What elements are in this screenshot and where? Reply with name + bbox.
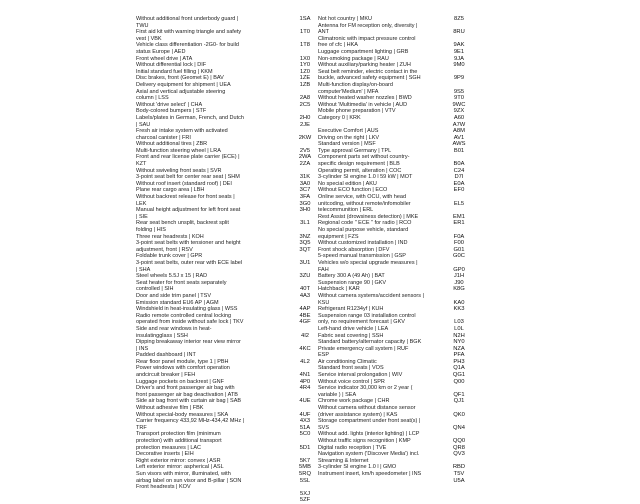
equipment-description-line: Regional code " ECE " for radio | RCO [318, 220, 412, 227]
option-code: 2KW [298, 134, 312, 141]
equipment-description-line: Dipping breakaway interior rear view mirror [136, 339, 241, 346]
equipment-description-line: status Europe | AED [136, 48, 186, 55]
equipment-description-line: 3-point seat belts with tensioner and height [136, 240, 241, 247]
option-code [294, 128, 316, 135]
equipment-description-line: Labels/plates in German, French, and Dutch [136, 114, 244, 121]
option-code [448, 431, 470, 438]
equipment-description-line: Without voice control | SPR [318, 378, 385, 385]
equipment-description-line: only, no requirement forecast | GKV [318, 319, 405, 326]
equipment-description-line: Side and rear windows in heat- [136, 325, 212, 332]
equipment-description-line: Battery 300 A (49 Ah) | BAT [318, 273, 385, 280]
option-code: 3ZU [299, 273, 311, 280]
equipment-description-line: TWU [136, 22, 149, 29]
option-code: 4X3 [299, 418, 311, 425]
equipment-description-line: Luggage pockets on backrest | GNF [136, 378, 224, 385]
option-code [294, 253, 316, 260]
option-code [294, 214, 316, 221]
equipment-description-line: Sun visors with mirror, illuminated, with [136, 470, 231, 477]
equipment-description-line: buckle, advanced safety equipment | SGH [318, 75, 421, 82]
option-code: 1T0 [300, 29, 310, 36]
option-code [294, 352, 316, 359]
option-code: 4L2 [300, 358, 310, 365]
equipment-description-line: Front shock absorption | DFV [318, 246, 390, 253]
equipment-description-line: | SHA [136, 266, 151, 273]
option-code: RBD [452, 464, 466, 471]
option-code: G0C [453, 253, 465, 260]
equipment-description-line: Side air bag front with curtain air bag | SAB [136, 398, 242, 405]
equipment-description-line: specific design requirement | BLB [318, 161, 400, 168]
equipment-description-line: Multi-function steering wheel | LRA [136, 147, 221, 154]
option-code: 4AP [299, 306, 311, 313]
option-code: 2A8 [299, 95, 311, 102]
option-code: ER1 [453, 220, 465, 227]
option-code: 4KC [299, 345, 311, 352]
option-code [294, 141, 316, 148]
option-code: 9P9 [453, 75, 465, 82]
option-code [294, 227, 316, 234]
option-code: 1ZB [299, 81, 311, 88]
option-code: QQ0 [452, 438, 466, 444]
equipment-description-line: Without additional tires | ZBR [136, 141, 208, 148]
option-code: PFA [453, 352, 465, 359]
equipment-description-line: Private emergency call system | RUF [318, 345, 409, 352]
option-code [448, 207, 470, 214]
equipment-description-line: Storage compartment under front seat(s) | [318, 418, 421, 425]
option-code: 1SA [299, 16, 311, 22]
option-code: 1T8 [300, 42, 310, 49]
option-code: 40T [300, 286, 310, 293]
equipment-description-line: vest | VBK [136, 35, 162, 42]
option-code: QJ1 [453, 398, 465, 405]
option-code [294, 23, 316, 30]
equipment-description-line: Without 'Multimedia' in vehicle | AUD [318, 101, 408, 108]
equipment-description-line: Foldable trunk cover | GPR [136, 253, 203, 260]
option-code: 4UF [299, 411, 311, 418]
option-code: 3C7 [299, 187, 311, 194]
option-code: 3FA [299, 194, 311, 201]
option-code: 4I2 [300, 332, 310, 339]
equipment-description-line: Without roof insert (standard roof) | DEI [136, 180, 232, 187]
option-code: J90 [454, 279, 464, 286]
option-code: 4GF [299, 319, 311, 326]
option-code: B0A [453, 161, 465, 168]
option-code: 1X0 [299, 55, 311, 62]
equipment-description-line: Navigation system ('Discover Media') incl. [318, 451, 420, 458]
equipment-description-line: Three rear headrests | KOH [136, 233, 204, 240]
option-code: KK3 [453, 306, 465, 313]
option-code [294, 36, 316, 43]
equipment-description-line: Without camera without distance sensor [318, 405, 416, 412]
equipment-description-line: Digital radio reception | TVE [318, 444, 387, 451]
equipment-description-line: Mobile phone preparation | VTV [318, 108, 396, 115]
equipment-description-line: insulatingglass | SSH [136, 332, 188, 339]
option-code: QN4 [453, 424, 465, 431]
option-code: 3Q5 [299, 240, 311, 247]
option-code: 2V5 [299, 147, 311, 154]
equipment-description-line: Without 'drive select' | CHA [136, 101, 203, 108]
option-code: 3QT [299, 246, 311, 253]
equipment-description-line: Instrument insert, km/h speedometer | INS [318, 470, 422, 477]
option-code [294, 89, 316, 96]
option-code: QF1 [453, 391, 465, 398]
option-code: 5C0 [299, 431, 311, 438]
equipment-description-line: Power windows with comfort operation [136, 365, 230, 372]
equipment-description-line: Online service, with OCU, with head [318, 194, 407, 201]
equipment-description-line: | INS [136, 345, 149, 352]
equipment-description-line: Seat heater for front seats separately [136, 279, 227, 286]
option-code: D7I [454, 174, 464, 181]
option-code: T5V [453, 470, 465, 477]
option-code [448, 36, 470, 43]
equipment-description-line: Without traffic signs recognition | KMP [318, 438, 411, 444]
option-code: 9S5 [453, 88, 465, 95]
option-code: F00 [454, 240, 464, 247]
equipment-description-line: | SAU [136, 121, 151, 128]
equipment-description-line: Without customized installation | IND [318, 240, 408, 247]
option-code: KA0 [453, 299, 465, 306]
option-code: 2WA [298, 154, 312, 161]
equipment-description-line: Operating permit, alteration | COC [318, 167, 402, 174]
equipment-description-line: Multi-function display/on-board [318, 81, 393, 88]
option-code [448, 154, 470, 161]
option-code: 4P0 [299, 378, 311, 385]
equipment-description-line: unitcoding, without remote/infomobiler [318, 200, 411, 207]
option-code: 9E1 [453, 48, 465, 55]
equipment-description-line: Left exterior mirror: aspherical | ASL [136, 464, 224, 471]
equipment-description-line: Antenna for FM reception only, diversity | [318, 22, 418, 29]
equipment-description-line: Rear floor panel module, type 1 | PBH [136, 358, 229, 365]
equipment-description-line: column | LSS [136, 95, 169, 102]
equipment-description-line: Transport protection film (minimum [136, 431, 221, 438]
option-code: C24 [453, 167, 465, 174]
option-code [448, 313, 470, 320]
equipment-description-line: Axial and vertical adjustable steering [136, 88, 226, 95]
option-code: A7W [452, 121, 466, 128]
equipment-description-line: Right exterior mirror: convex | ASR [136, 457, 221, 464]
option-code [294, 108, 316, 115]
equipment-description-line: andcircuit breaker | FEH [136, 372, 196, 379]
equipment-description-line: KSU [318, 299, 330, 306]
equipment-description-line: ANT [318, 29, 329, 36]
equipment-description-line: Luggage compartment lighting | GRB [318, 48, 409, 55]
right-code-column [448, 16, 470, 484]
option-code: EM1 [453, 213, 465, 220]
equipment-description-line: Standard battery/alternator capacity | BGK [318, 339, 422, 346]
option-code: 1ZE [299, 75, 311, 82]
option-code: 2JE [300, 121, 310, 128]
option-code: 4R4 [299, 385, 311, 392]
equipment-description-line: Category 0 | KRK [318, 114, 361, 121]
option-code: 3U1 [299, 259, 311, 266]
option-code: 4UE [299, 398, 311, 405]
option-code: 31K [299, 174, 311, 181]
option-code: 5SL [299, 477, 311, 484]
option-code: 9AK [453, 42, 465, 49]
equipment-description-line: Seat belt reminder, electric contact in the [318, 68, 418, 75]
equipment-description-line: Service indicator 30,000 km or 2 year ( [318, 385, 413, 392]
option-code: 8RU [453, 29, 465, 36]
equipment-description-line: Body-colored bumpers | STF [136, 108, 207, 115]
equipment-description-line: airbag label on sun visor and B-pillar | SON [136, 477, 242, 484]
equipment-description-line: Without differential lock | DIF [136, 62, 207, 69]
option-code: G01 [453, 246, 465, 253]
option-code: AWS [452, 141, 466, 148]
option-code [294, 438, 316, 445]
option-code [294, 326, 316, 333]
option-code: L03 [454, 319, 464, 326]
equipment-description-line: Driving on the right | LKV [318, 134, 380, 141]
equipment-description-line: Without heated washer nozzles | BWD [318, 95, 412, 102]
option-code: NZA [453, 345, 465, 352]
option-code: 4BE [299, 312, 311, 319]
option-code: 5MB [299, 464, 311, 471]
equipment-description-line: Windshield in heat-insulating glass | WSS [136, 306, 238, 313]
option-code: 5ZF [299, 497, 311, 504]
equipment-description-line: Standard version | MSF [318, 141, 376, 148]
option-code [294, 280, 316, 287]
option-code: 2C5 [299, 101, 311, 108]
option-code [294, 300, 316, 307]
equipment-description-line: folding | HIS [136, 227, 166, 233]
option-code: 1Y0 [299, 62, 311, 69]
option-code: GP0 [453, 266, 465, 273]
option-code [448, 194, 470, 201]
option-code: 9WC [452, 101, 466, 108]
equipment-description-line: Decorative inserts | EIH [136, 451, 194, 458]
option-code: 8Z5 [454, 16, 464, 22]
equipment-description-line: controlled | SIH [136, 286, 174, 293]
option-code [294, 267, 316, 274]
equipment-description-line: Carrier frequency 433,92 MHz-434,42 MHz | [136, 418, 245, 425]
option-code: 3NZ [299, 233, 311, 240]
option-code [294, 451, 316, 458]
equipment-description-line: Executive Comfort | AUS [318, 128, 379, 135]
option-code [448, 260, 470, 267]
equipment-description-line: Padded dashboard | INT [136, 352, 196, 359]
option-code [448, 385, 470, 392]
equipment-description-line: Service interval prolongation | WIV [318, 372, 403, 379]
option-code [294, 168, 316, 175]
equipment-description-line: Front headrests | KOV [136, 484, 191, 491]
equipment-description-line: Rest Assist (drowsiness detection) | MKE [318, 213, 419, 220]
equipment-description-line: Not hot country | MKU [318, 16, 373, 22]
equipment-description-line: SVS [318, 424, 330, 431]
option-code [294, 405, 316, 412]
option-code [294, 392, 316, 399]
equipment-description-line: Component parts set without country- [318, 154, 410, 161]
equipment-description-line: Standard front seats | VOS [318, 365, 384, 372]
equipment-description-line: Emission standard EU6 AP | AGM [136, 299, 219, 306]
option-code: J1H [453, 273, 465, 280]
equipment-description-line: operated from inside without safe lock | TKV [136, 319, 244, 326]
option-code: 2ZA [299, 161, 311, 168]
equipment-description-line: free of cfc | HKA [318, 42, 358, 49]
equipment-description-line: Climatronic with impact pressure control [318, 35, 416, 42]
left-description-column [136, 16, 291, 491]
equipment-description-line: Chrome work package | CHR [318, 398, 390, 405]
equipment-description-line: | SIE [136, 213, 148, 220]
equipment-description-line: Radio remote controlled central locking [136, 312, 232, 319]
equipment-description-line: Door and side trim panel | TSV [136, 292, 212, 299]
equipment-description-line: KZT [136, 161, 147, 168]
equipment-description-line: Without ECO function | ECO [318, 187, 388, 194]
option-code: 5D1 [299, 444, 311, 451]
equipment-description-line: First aid kit with warning triangle and safety [136, 29, 242, 36]
option-code: 51A [299, 424, 311, 431]
equipment-description-line: 5-speed manual transmission | GSP [318, 253, 406, 260]
option-code: Q1A [453, 365, 465, 372]
equipment-description-line: Driver's and front passenger air bag with [136, 385, 235, 392]
option-code: 4N1 [299, 372, 311, 379]
equipment-description-line: protection) with additional transport [136, 438, 222, 444]
equipment-description-line: No special purpose vehicle, standard [318, 227, 409, 233]
option-code [448, 69, 470, 76]
equipment-description-line: adjustment, front | RSV [136, 246, 193, 253]
equipment-description-line: Left-hand drive vehicle | LEA [318, 325, 389, 332]
option-code [448, 293, 470, 300]
equipment-description-line: Fresh air intake system with activated [136, 128, 228, 135]
equipment-description-line: Air conditioning Climatic [318, 358, 377, 365]
equipment-description-line: variable ) | SEA [318, 391, 357, 398]
option-code: 4A3 [299, 292, 311, 299]
option-code: K8G [453, 286, 465, 293]
option-code: 5K7 [299, 457, 311, 464]
equipment-description-line: FAH [318, 266, 329, 273]
option-code: NY0 [453, 339, 465, 346]
equipment-description-line: Without camera systems/accident sensors | [318, 292, 424, 299]
option-code: 5RQ [299, 470, 311, 477]
equipment-description-line: Front and rear license plate carrier (ECE) | [136, 154, 240, 161]
option-code: 5XJ [300, 490, 310, 497]
equipment-description-line: Without special-body measures | SKA [136, 411, 229, 418]
option-code [448, 458, 470, 465]
equipment-description-line: Without additional front underbody guard | [136, 16, 239, 22]
option-code: A60 [453, 114, 465, 121]
option-code: PH3 [453, 358, 465, 365]
option-code [448, 82, 470, 89]
equipment-description-line: No special edition | AKU [318, 180, 377, 187]
option-code: 9T0 [454, 95, 464, 102]
equipment-description-line: Initial standard fuel filling | KKM [136, 68, 213, 75]
equipment-description-line: Hatchback | KAR [318, 286, 360, 293]
equipment-description-line: equipment | FZS [318, 233, 359, 240]
equipment-description-line: Without adhesive film | FBK [136, 405, 204, 412]
option-code: QV3 [453, 451, 465, 458]
option-code: QG1 [452, 372, 466, 379]
equipment-description-line: Manual height adjustment for left front seat [136, 207, 241, 214]
right-description-column [318, 16, 448, 478]
option-code: A8M [453, 128, 465, 135]
option-code: QK0 [453, 411, 465, 418]
equipment-description-line: Vehicle class differentiation -2G0- for build [136, 42, 239, 49]
option-code [448, 227, 470, 234]
equipment-description-line: LEK [136, 200, 147, 207]
equipment-description-line: 3-point seat belt for center rear seat | SHM [136, 174, 240, 181]
equipment-description-line: Streaming & Internet [318, 457, 369, 464]
equipment-description-line: telecommunition | ERL [318, 207, 374, 214]
equipment-description-line: TRF [136, 424, 147, 431]
equipment-description-line: 3-point seat belts, outer rear with ECE label [136, 259, 243, 266]
equipment-description-line: Without add. lights (interior lighting) | LCP [318, 431, 420, 438]
option-code: 3A0 [299, 180, 311, 187]
option-code: 3G0 [299, 200, 311, 207]
option-code: F0A [453, 233, 465, 240]
equipment-description-line: Front wheel drive | ATA [136, 55, 193, 62]
option-code: N2H [453, 332, 465, 339]
equipment-description-line: Without backrest release for front seats | [136, 194, 235, 201]
option-code [294, 484, 316, 491]
option-code [294, 49, 316, 56]
equipment-description-line: front passenger air bag deactivation | ATB [136, 391, 238, 398]
equipment-description-line: computer'Medium' | MFA [318, 88, 379, 95]
option-code: EL5 [453, 200, 465, 207]
equipment-description-line: Vehicles w/o special upgrade measures | [318, 259, 418, 266]
equipment-description-line: Suspension range 90 | GKV [318, 279, 387, 286]
option-code [448, 418, 470, 425]
option-code: 1Z0 [300, 68, 310, 75]
equipment-description-line: Without auxiliary/parking heater | ZUH [318, 62, 411, 69]
option-code: AV1 [453, 134, 465, 141]
option-code: U5A [453, 477, 465, 484]
equipment-description-line: ESP [318, 352, 330, 359]
option-code: EF0 [453, 187, 465, 194]
option-code: 9M0 [453, 62, 465, 69]
option-code: QR8 [453, 444, 465, 451]
option-code: 9ZX [453, 108, 465, 115]
equipment-description-line: Steel wheels 5.5J x 15 | RAD [136, 273, 208, 280]
equipment-description-line: Delivery equipment for shipment | UEA [136, 81, 231, 88]
option-code: E0A [453, 180, 465, 187]
equipment-description-line: Type approval Germany | TPL [318, 147, 392, 154]
equipment-description-line: Suspension range 03 installation control [318, 312, 416, 319]
option-code: B01 [453, 147, 465, 154]
option-code [294, 339, 316, 346]
equipment-description-line: Non-smoking package | RAU [318, 55, 389, 62]
option-code: 9JA [454, 55, 464, 62]
equipment-description-line: (driver assistance system) | KAS [318, 411, 398, 418]
option-code: 3L1 [300, 220, 310, 227]
left-code-column [294, 16, 316, 504]
equipment-description-line: 3-cylinder SI engine 1.0 l 59 kW | MOT [318, 174, 413, 181]
option-code: 3H0 [299, 207, 311, 214]
equipment-description-line: Rear seat bench unsplit, backrest split [136, 220, 229, 227]
option-code: 2H0 [299, 114, 311, 121]
equipment-description-line: Refrigerant R1234yf | KUH [318, 306, 384, 313]
option-code [448, 405, 470, 412]
option-code: Q00 [453, 378, 465, 385]
equipment-description-line: Fabric seat covering | SSH [318, 332, 384, 339]
equipment-description-line: protection measures | LAC [136, 444, 202, 451]
equipment-description-line: charcoal canister | FRI [136, 134, 191, 141]
option-code [448, 23, 470, 30]
equipment-description-line: Without swiveling front seats | SVR [136, 167, 222, 174]
equipment-description-line: 3-cylinder SI engine 1.0 l | GMO [318, 464, 397, 471]
option-code: L0L [454, 325, 464, 332]
equipment-description-line: Disc brakes, front (Geomet E) | BAV [136, 75, 224, 82]
option-code [294, 365, 316, 372]
equipment-description-line [318, 122, 448, 129]
equipment-description-line: Plane rear cargo area | LBH [136, 187, 205, 194]
